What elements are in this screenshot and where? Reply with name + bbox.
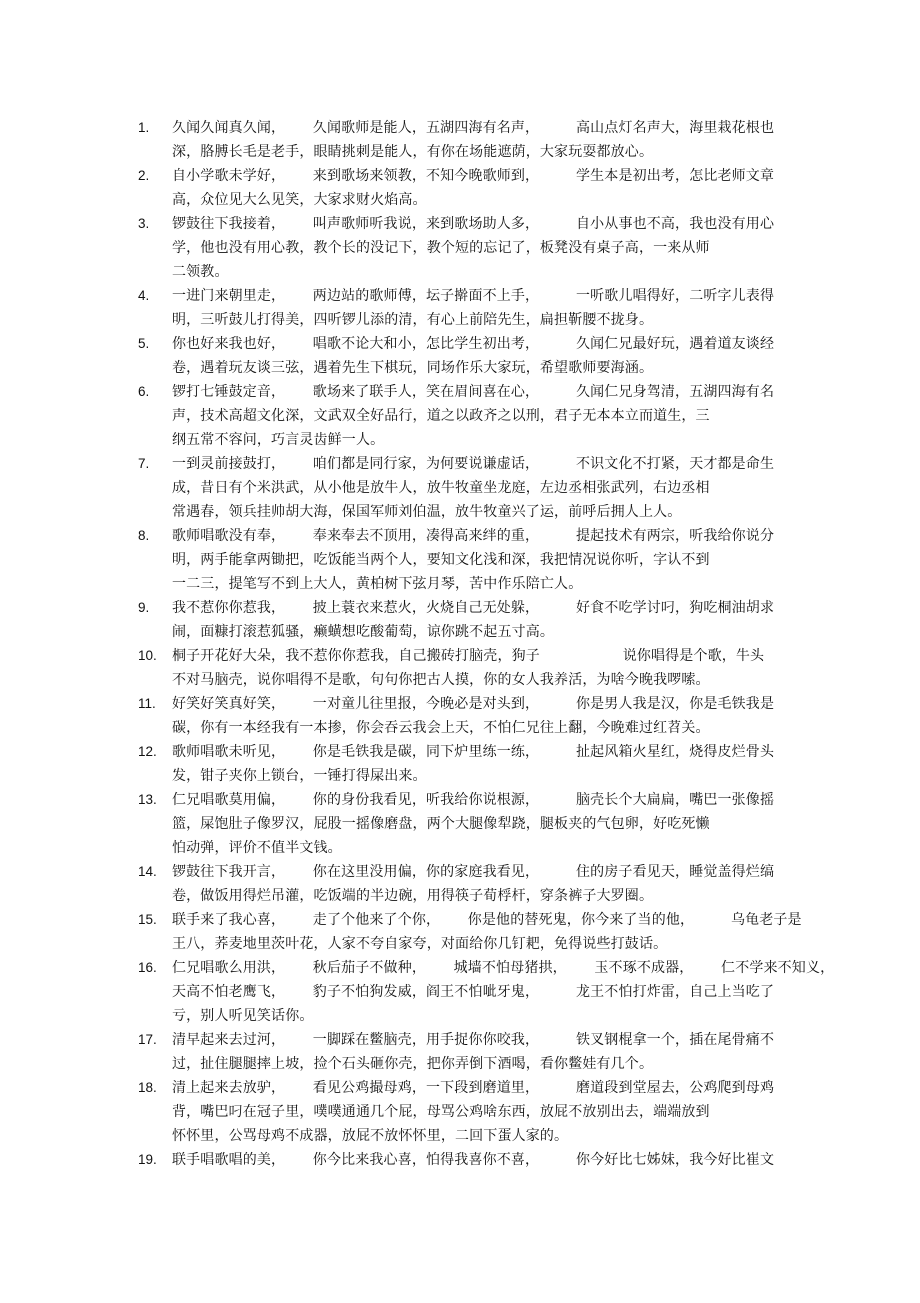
item-number: 6. xyxy=(138,384,150,399)
item-text-line: 联手来了我心喜， 走了个他来了个你， 你是他的替死鬼，你今来了当的他， 乌龟老子是 xyxy=(172,912,802,928)
item-text-line: 清上起来去放驴， 看见公鸡撮母鸡，一下段到磨道里， 磨道段到堂屋去，公鸡爬到母鸡 xyxy=(172,1080,775,1096)
item-number: 5. xyxy=(138,336,150,351)
item-text-line: 二领教。 xyxy=(172,264,229,280)
item-number: 19. xyxy=(138,1152,157,1167)
item-number: 1. xyxy=(138,120,150,135)
item-number: 15. xyxy=(138,912,157,927)
item-number: 11. xyxy=(138,696,156,711)
item-text-line: 闹，面糠打滚惹狐骚，癞蟥想吃酸葡萄，谅你跳不起五寸高。 xyxy=(172,624,555,640)
item-text-line: 怀怀里，公骂母鸡不成器，放屁不放怀怀里，二回下蛋人家的。 xyxy=(172,1128,569,1144)
item-text-line: 明，两手能拿两锄把，吃饭能当两个人，要知文化浅和深，我把情况说你听，字认不到 xyxy=(172,552,710,568)
item-number: 9. xyxy=(138,600,150,615)
item-text-line: 纲五常不容问，巧言灵齿鲜一人。 xyxy=(172,432,385,448)
item-text-line: 自小学歌未学好， 来到歌场来领教，不知今晚歌师到， 学生本是初出考，怎比老师文章 xyxy=(172,168,775,184)
item-number: 8. xyxy=(138,528,150,543)
item-text-line: 锣打七锤鼓定音， 歌场来了联手人，笑在眉间喜在心， 久闻仁兄身驾清，五湖四海有名 xyxy=(172,384,775,400)
item-text-line: 久闻久闻真久闻， 久闻歌师是能人，五湖四海有名声， 高山点灯名声大，海里栽花根也 xyxy=(172,120,775,136)
item-text-line: 仁兄唱歌么用洪， 秋后茄子不做种， 城墙不怕母猪拱， 玉不琢不成器， 仁不学来不知义， xyxy=(172,960,835,976)
item-number: 3. xyxy=(138,216,150,231)
item-text-line: 你也好来我也好， 唱歌不论大和小，怎比学生初出考， 久闻仁兄最好玩，遇着道友谈经 xyxy=(172,336,775,352)
item-number: 7. xyxy=(138,456,150,471)
item-text-line: 天高不怕老鹰飞， 豹子不怕狗发威，阎王不怕呲牙鬼， 龙王不怕打炸雷，自己上当吃了 xyxy=(172,984,775,1000)
item-text-line: 一到灵前接鼓打， 咱们都是同行家，为何要说谦虚话， 不识文化不打紧，天才都是命生 xyxy=(172,456,775,472)
item-text-line: 篮，屎饱肚子像罗汉，屁股一摇像磨盘，两个大腿像犁跷，腿板夹的气包卵，好吃死懒 xyxy=(172,816,710,832)
item-number: 14. xyxy=(138,864,157,879)
item-number: 2. xyxy=(138,168,150,183)
item-text-line: 背，嘴巴叼在冠子里，噗噗通通几个屁，母骂公鸡啥东西，放屁不放别出去，端端放到 xyxy=(172,1104,710,1120)
item-text-line: 歌师唱歌没有奉， 奉来奉去不顶用，凑得高来绊的重， 提起技术有两宗，听我给你说分 xyxy=(172,528,775,544)
item-text-line: 深，胳膊长毛是老手，眼睛挑刺是能人，有你在场能遮荫，大家玩耍都放心。 xyxy=(172,144,654,160)
item-text-line: 卷，做饭用得烂吊灌，吃饭端的半边碗，用得筷子荀桴杆，穿条裤子大罗圈。 xyxy=(172,888,654,904)
item-text-line: 锣鼓往下我接着， 叫声歌师听我说，来到歌场助人多， 自小从事也不高，我也没有用心 xyxy=(172,216,775,232)
item-text-line: 我不惹你你惹我， 披上蓑衣来惹火，火烧自己无处躲， 好食不吃学讨叼，狗吃桐油胡求 xyxy=(172,600,775,616)
item-text-line: 学，他也没有用心教，教个长的没记下，教个短的忘记了，板凳没有桌子高，一来从师 xyxy=(172,240,710,256)
item-text-line: 好笑好笑真好笑， 一对童儿往里报，今晚必是对头到， 你是男人我是汉，你是毛铁我是 xyxy=(172,696,775,712)
item-text-line: 发，钳子夹你上锁台，一锤打得屎出来。 xyxy=(172,768,427,784)
item-text-line: 常遇春，领兵挂帅胡大海，保国军师刘伯温，放牛牧童兴了运，前呼后拥人上人。 xyxy=(172,504,682,520)
item-text-line: 明，三听鼓儿打得美，四听锣儿添的清，有心上前陪先生，扁担靳腰不拢身。 xyxy=(172,312,654,328)
item-text-line: 声，技术高超文化深，文武双全好品行，道之以政齐之以刑，君子无本本立而道生，三 xyxy=(172,408,710,424)
item-number: 12. xyxy=(138,744,157,759)
item-text-line: 怕动弹，评价不值半文钱。 xyxy=(172,840,342,856)
item-number: 18. xyxy=(138,1080,157,1095)
item-text-line: 卷，遇着玩友谈三弦，遇着先生下棋玩，同场作乐大家玩，希望歌师要海涵。 xyxy=(172,360,654,376)
item-text-line: 碳，你有一本经我有一本掺，你会吞云我会上天，不怕仁兄往上翻，今晚难过红苕关。 xyxy=(172,720,710,736)
item-text-line: 成，昔日有个米洪武，从小他是放牛人，放牛牧童坐龙庭，左边丞相张武列，右边丞相 xyxy=(172,480,710,496)
item-text-line: 过，扯住腿腿摔上坡，捡个石头砸你壳，把你弄倒下酒喝，看你鳖娃有几个。 xyxy=(172,1056,654,1072)
item-text-line: 桐子开花好大朵，我不惹你你惹我，自己搬砖打脑壳，狗子 说你唱得是个歌，牛头 xyxy=(172,648,765,664)
item-text-line: 不对马脑壳，说你唱得不是歌，句句你把古人摸，你的女人我养活，为啥今晚我啰嗦。 xyxy=(172,672,710,688)
item-text-line: 锣鼓往下我开言， 你在这里没用偏，你的家庭我看见， 住的房子看见天，睡觉盖得烂缟 xyxy=(172,864,775,880)
item-text-line: 联手唱歌唱的美， 你今比来我心喜，怕得我喜你不喜， 你今好比七姊妹，我今好比崔文 xyxy=(172,1152,775,1168)
item-text-line: 一二三，提笔写不到上大人，黄柏树下弦月琴，苦中作乐陪亡人。 xyxy=(172,576,583,592)
item-number: 16. xyxy=(138,960,157,975)
item-text-line: 亏，别人听见笑话你。 xyxy=(172,1008,314,1024)
item-text-line: 王八，荞麦地里茨叶花，人家不夸自家夸，对面给你几钉耙，免得说些打鼓话。 xyxy=(172,936,668,952)
item-text-line: 歌师唱歌未听见， 你是毛铁我是碳，同下炉里练一练， 扯起风箱火星红，烧得皮烂骨头 xyxy=(172,744,775,760)
item-text-line: 高，众位见大么见笑，大家求财火焰高。 xyxy=(172,192,427,208)
item-number: 10. xyxy=(138,648,157,663)
item-number: 13. xyxy=(138,792,157,807)
item-number: 4. xyxy=(138,288,150,303)
item-text-line: 一进门来朝里走， 两边站的歌师傅，坛子擀面不上手， 一听歌儿唱得好，二听字儿表得 xyxy=(172,288,775,304)
item-number: 17. xyxy=(138,1032,157,1047)
item-text-line: 清早起来去过河， 一脚踩在鳖脑壳，用手捉你你咬我， 铁叉钢棍拿一个，插在尾骨痛不 xyxy=(172,1032,775,1048)
item-text-line: 仁兄唱歌莫用偏， 你的身份我看见，听我给你说根源， 脑壳长个大扁扁，嘴巴一张像摇 xyxy=(172,792,775,808)
